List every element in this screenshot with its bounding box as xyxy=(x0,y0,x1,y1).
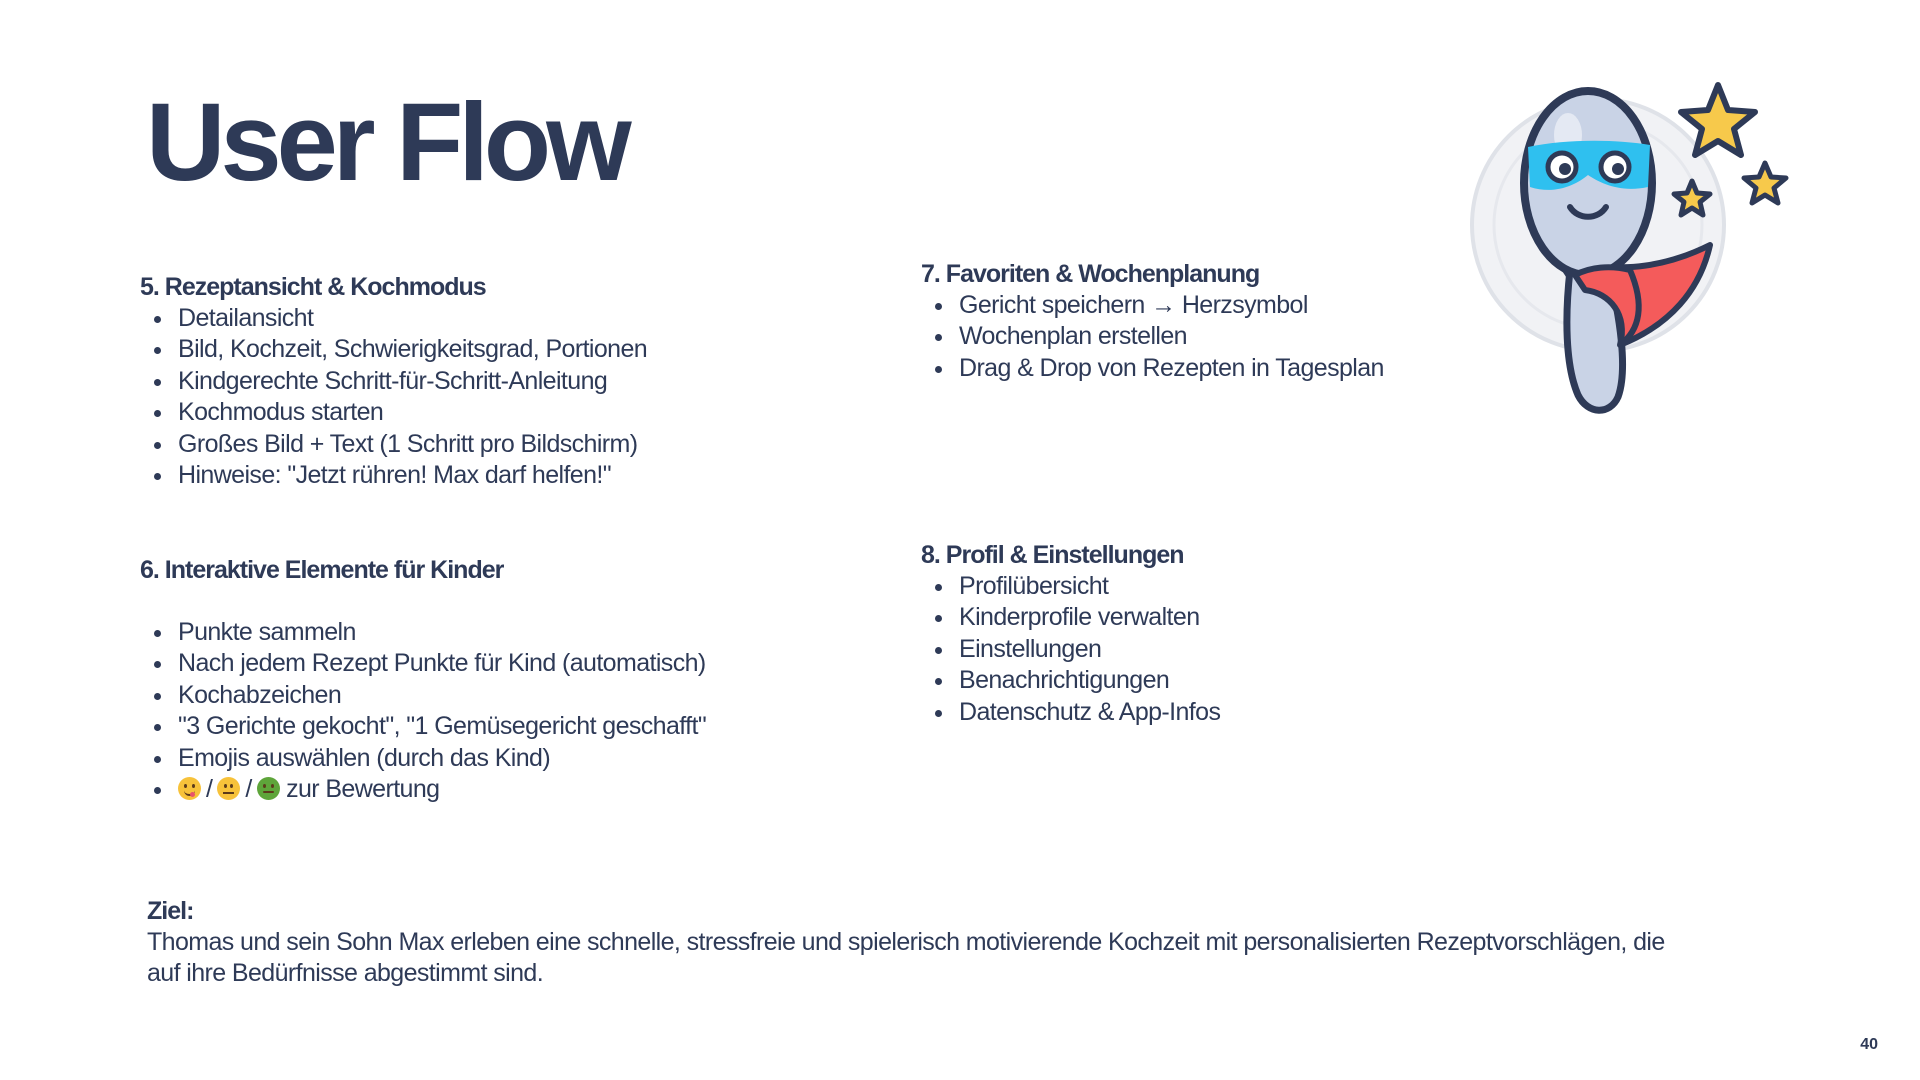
section-recipe-view xyxy=(140,272,860,491)
list-item: Einstellungen xyxy=(921,634,1641,665)
bullet-dot xyxy=(154,693,161,700)
list-item: Nach jedem Rezept Punkte für Kind (automatisch) xyxy=(140,648,860,679)
section-heading: 6. Interaktive Elemente für Kinder xyxy=(140,556,504,584)
bullet-list xyxy=(140,617,860,805)
bullet-dot xyxy=(935,334,942,341)
star-icon xyxy=(1744,163,1786,203)
list-item: Punkte sammeln xyxy=(140,617,860,648)
list-item-rating: / / zur Bewertung xyxy=(140,774,860,805)
neutral-face-emoji xyxy=(217,777,240,800)
goal-label: Ziel: xyxy=(147,897,194,925)
list-item: Drag & Drop von Rezepten in Tagesplan xyxy=(921,353,1641,384)
bullet-dot xyxy=(935,366,942,373)
bullet-dot xyxy=(154,661,161,668)
bullet-dot xyxy=(154,630,161,637)
bullet-dot xyxy=(154,473,161,480)
page-number: 40 xyxy=(1860,1036,1878,1053)
nauseated-face-emoji xyxy=(257,777,280,800)
list-item: Emojis auswählen (durch das Kind) xyxy=(140,743,860,774)
list-item: Detailansicht xyxy=(140,303,860,334)
list-item: "3 Gerichte gekocht", "1 Gemüsegericht geschafft" xyxy=(140,711,860,742)
section-heading: 8. Profil & Einstellungen xyxy=(921,541,1184,569)
section-heading: 7. Favoriten & Wochenplanung xyxy=(921,260,1260,288)
superhero-spoon-mascot-icon xyxy=(1470,75,1800,415)
section-profile-settings xyxy=(921,540,1641,728)
slide-title: User Flow xyxy=(146,81,627,204)
yum-face-emoji xyxy=(178,777,201,800)
section-interactive-elements xyxy=(140,555,860,805)
bullet-dot xyxy=(154,379,161,386)
bullet-dot xyxy=(935,303,942,310)
section-heading: 5. Rezeptansicht & Kochmodus xyxy=(140,273,486,301)
bullet-dot xyxy=(935,647,942,654)
bullet-dot xyxy=(154,442,161,449)
list-item: Gericht speichern → Herzsymbol xyxy=(921,290,1641,321)
list-item: Benachrichtigungen xyxy=(921,665,1641,696)
bullet-dot xyxy=(154,756,161,763)
bullet-list xyxy=(921,571,1641,728)
bullet-dot xyxy=(935,584,942,591)
bullet-dot xyxy=(935,615,942,622)
list-item: Kindgerechte Schritt-für-Schritt-Anleitung xyxy=(140,366,860,397)
list-item: Profilübersicht xyxy=(921,571,1641,602)
list-item: Bild, Kochzeit, Schwierigkeitsgrad, Portionen xyxy=(140,334,860,365)
bullet-dot xyxy=(154,347,161,354)
goal-text: Thomas und sein Sohn Max erleben eine schnelle, stressfreie und spielerisch motivierende Kochzeit mit personalisierten Rezeptvorschlägen, die auf ihre Bedürfnisse abgestimmt sind. xyxy=(147,928,1665,988)
list-item: Hinweise: "Jetzt rühren! Max darf helfen!" xyxy=(140,460,860,491)
list-item: Kinderprofile verwalten xyxy=(921,602,1641,633)
list-item: Datenschutz & App-Infos xyxy=(921,697,1641,728)
goal-block xyxy=(147,896,1747,990)
list-item: Wochenplan erstellen xyxy=(921,321,1641,352)
bullet-list xyxy=(140,303,860,491)
list-item: Kochabzeichen xyxy=(140,680,860,711)
list-item: Kochmodus starten xyxy=(140,397,860,428)
bullet-dot xyxy=(935,710,942,717)
bullet-dot xyxy=(154,410,161,417)
bullet-dot xyxy=(154,724,161,731)
bullet-dot xyxy=(154,316,161,323)
bullet-dot xyxy=(935,678,942,685)
list-item: Großes Bild + Text (1 Schritt pro Bildschirm) xyxy=(140,429,860,460)
bullet-dot xyxy=(154,787,161,794)
